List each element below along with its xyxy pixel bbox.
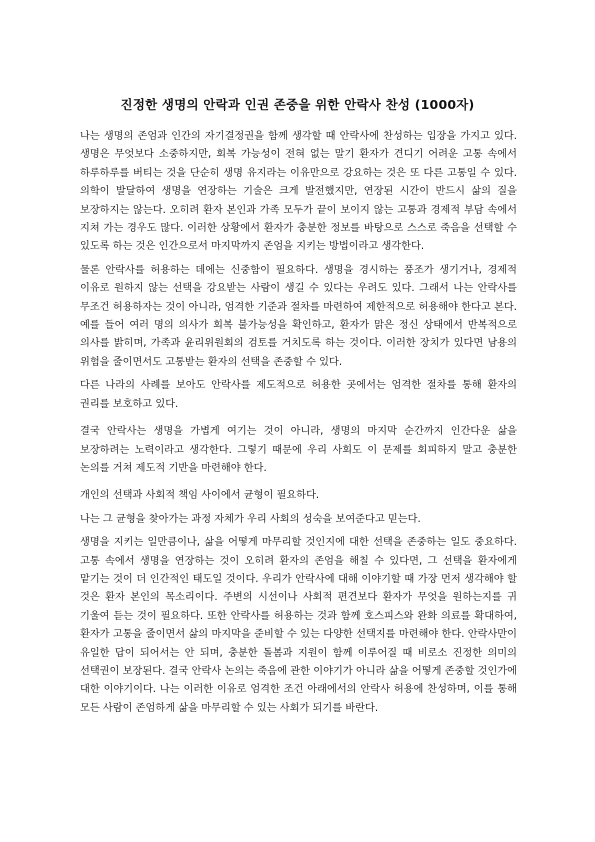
paragraph-3: 다른 나라의 사례를 보아도 안락사를 제도적으로 허용한 곳에서는 엄격한 절차를 통해 환자의 권리를 보호하고 있다.: [80, 380, 517, 410]
paragraph-7: 생명을 지키는 일만큼이나, 삶을 어떻게 마무리할 것인지에 대한 선택을 존중하는 일도 중요하다. 고통 속에서 생명을 연장하는 것이 오히려 환자의 존엄을 해칠 수 있다면, 그 선택을 환자에게 맡기는 것이 더 인간적인 태도일 것이다. 우리가 안락사에 대해 이야기할 때 가장 먼저 생각해야 할 것은 환자 본인의 목소리이다. 주변의 시선이나 사회적 편견보다 환자가 무엇을 원하는지를 귀 기울여 듣는 것이 필요하다. 또한 안락사를 허용하는 것과 함께 호스피스와 완화 의료를 확대하여, 환자가 고통을 줄이면서 삶의 마지막을 준비할 수 있는 다양한 선택지를 마련해야 한다. 안락사만이 유일한 답이 되어서는 안 되며, 충분한 돌봄과 지원이 함께 이루어질 때 비로소 진정한 의미의 선택권이 보장된다. 결국 안락사 논의는 죽음에 관한 이야기가 아니라 삶을 어떻게 존중할 것인가에 대한 이야기이다. 나는 이러한 이유로 엄격한 조건 아래에서의 안락사 허용에 찬성하며, 이를 통해 모든 사람이 존엄하게 삶을 마무리할 수 있는 사회가 되기를 바란다.: [80, 537, 517, 714]
paragraph-2: 물론 안락사를 허용하는 데에는 신중함이 필요하다. 생명을 경시하는 풍조가 생기거나, 경제적 이유로 원하지 않는 선택을 강요받는 사람이 생길 수 있다는 우려도 있다. 그래서 나는 안락사를 무조건 허용하자는 것이 아니라, 엄격한 기준과 절차를 마련하여 제한적으로 허용해야 한다고 본다. 예를 들어 여러 명의 의사가 회복 불가능성을 확인하고, 환자가 맑은 정신 상태에서 반복적으로 의사를 밝히며, 가족과 윤리위원회의 검토를 거치도록 하는 것이다. 이러한 장치가 있다면 남용의 위험을 줄이면서도 고통받는 환자의 선택을 존중할 수 있다.: [80, 264, 517, 368]
paragraph-6: 나는 그 균형을 찾아가는 과정 자체가 우리 사회의 성숙을 보여준다고 믿는다.: [80, 513, 421, 525]
paragraph-4: 결국 안락사는 생명을 가볍게 여기는 것이 아니라, 생명의 마지막 순간까지 인간다운 삶을 보장하려는 노력이라고 생각한다. 그렇기 때문에 우리 사회도 이 문제를 회피하지 말고 충분한 논의를 거쳐 제도적 기반을 마련해야 한다.: [80, 426, 517, 474]
document-body: [80, 128, 517, 718]
paragraph-5: 개인의 선택과 사회적 책임 사이에서 균형이 필요하다.: [80, 490, 320, 502]
paragraph-1: 나는 생명의 존엄과 인간의 자기결정권을 함께 생각할 때 안락사에 찬성하는 입장을 가지고 있다. 생명은 무엇보다 소중하지만, 회복 가능성이 전혀 없는 말기 환자가 견디기 어려운 고통 속에서 하루하루를 버티는 것을 단순히 생명 유지라는 이유만으로 강요하는 것은 또 다른 고통일 수 있다. 의학이 발달하여 생명을 연장하는 기술은 크게 발전했지만, 연장된 시간이 반드시 삶의 질을 보장하지는 않는다. 오히려 환자 본인과 가족 모두가 끝이 보이지 않는 고통과 경제적 부담 속에서 지쳐 가는 경우도 많다. 이러한 상황에서 환자가 충분한 정보를 바탕으로 스스로 죽음을 선택할 수 있도록 하는 것은 인간으로서 마지막까지 존엄을 지키는 방법이라고 생각한다.: [80, 131, 517, 253]
document-title: 진정한 생명의 안락과 인권 존중을 위한 안락사 찬성 (1000자): [120, 97, 475, 112]
